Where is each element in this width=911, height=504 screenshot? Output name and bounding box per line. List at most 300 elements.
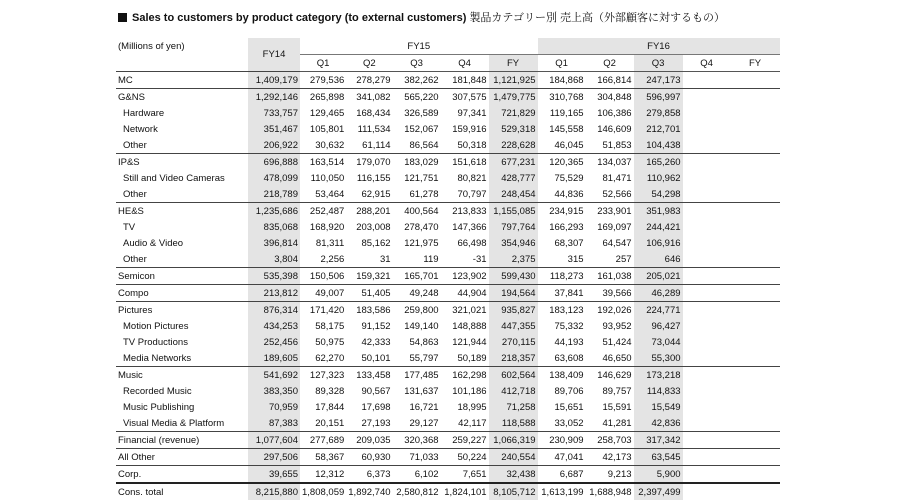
value-cell: 85,162	[361, 237, 391, 249]
value-cell: 646	[634, 251, 683, 268]
value-cell: 129,465	[309, 107, 345, 119]
value-cell: 73,044	[634, 334, 683, 350]
value-cell: 168,434	[356, 107, 391, 119]
row-label: Recorded Music	[123, 385, 192, 397]
table-row	[116, 235, 780, 251]
value-cell: 15,651	[554, 401, 584, 413]
value-cell: 209,035	[346, 432, 392, 449]
value-cell: 259,227	[441, 432, 489, 449]
value-cell	[683, 449, 731, 466]
value-cell	[683, 89, 731, 106]
value-cell: 6,102	[393, 466, 441, 484]
value-cell: 146,609	[597, 123, 632, 135]
value-cell: 2,256	[320, 253, 345, 265]
row-label: Hardware	[123, 107, 165, 119]
value-cell: 259,800	[393, 302, 441, 319]
value-cell: 121,944	[452, 336, 487, 348]
row-label: Media Networks	[123, 352, 192, 364]
value-cell: 110,962	[634, 170, 683, 186]
value-cell: 97,341	[457, 107, 487, 119]
header-row-years	[116, 38, 780, 55]
value-cell: 935,827	[489, 302, 538, 319]
value-cell: 189,605	[248, 350, 300, 367]
value-cell	[731, 466, 780, 484]
value-cell: 265,898	[300, 89, 346, 106]
value-cell: 138,409	[538, 367, 586, 384]
value-cell: 529,318	[489, 121, 538, 137]
value-cell: 110,050	[310, 172, 345, 184]
value-cell: 63,608	[554, 352, 584, 364]
value-cell: 151,618	[441, 154, 489, 171]
value-cell: 233,901	[586, 203, 634, 220]
row-label: Network	[123, 123, 158, 135]
value-cell: 1,409,179	[248, 72, 300, 89]
value-cell	[731, 121, 780, 137]
value-cell: 213,812	[248, 285, 300, 302]
fy15-header: FY15	[300, 38, 538, 55]
value-cell	[683, 121, 731, 137]
value-cell: 169,097	[597, 221, 632, 233]
table-row	[116, 432, 780, 449]
table-row	[116, 219, 780, 235]
value-cell: 89,757	[602, 385, 632, 397]
value-cell	[731, 432, 780, 449]
value-cell: 118,588	[489, 415, 538, 432]
value-cell: 163,514	[300, 154, 346, 171]
value-cell: 166,814	[586, 72, 634, 89]
value-cell: 383,350	[248, 383, 300, 399]
value-cell	[731, 483, 780, 500]
table-row	[116, 170, 780, 186]
value-cell	[683, 383, 731, 399]
value-cell: 257	[615, 253, 632, 265]
value-cell: 70,797	[457, 188, 487, 200]
value-cell: 341,082	[346, 89, 392, 106]
value-cell: 541,692	[248, 367, 300, 384]
value-cell: 62,915	[361, 188, 391, 200]
value-cell: 247,173	[634, 72, 683, 89]
value-cell: 400,564	[393, 203, 441, 220]
value-cell: 447,355	[489, 318, 538, 334]
value-cell: 39,655	[248, 466, 300, 484]
value-cell	[731, 449, 780, 466]
value-cell: 1,808,059	[300, 483, 346, 500]
fy16-q3-header: Q3	[634, 55, 683, 72]
value-cell: 224,771	[634, 302, 683, 319]
value-cell: 478,099	[248, 170, 300, 186]
value-cell: 116,155	[356, 172, 391, 184]
value-cell: 20,151	[315, 417, 345, 429]
value-cell: 119	[423, 253, 439, 265]
value-cell: 1,155,085	[489, 203, 538, 220]
value-cell	[731, 367, 780, 384]
value-cell: 148,888	[452, 320, 487, 332]
value-cell	[731, 285, 780, 302]
value-cell: 326,589	[404, 107, 439, 119]
value-cell: 258,703	[586, 432, 634, 449]
row-label: All Other	[116, 449, 248, 466]
value-cell	[683, 72, 731, 89]
value-cell: 354,946	[489, 235, 538, 251]
value-cell: 27,193	[361, 417, 391, 429]
value-cell: 6,373	[346, 466, 392, 484]
value-cell	[683, 285, 731, 302]
value-cell: 93,952	[602, 320, 632, 332]
value-cell: 51,405	[346, 285, 392, 302]
row-label: Compo	[116, 285, 248, 302]
value-cell: 106,386	[597, 107, 632, 119]
value-cell	[731, 154, 780, 171]
value-cell: 218,357	[489, 350, 538, 367]
value-cell: 49,007	[300, 285, 346, 302]
row-label: Semicon	[116, 268, 248, 285]
value-cell: 599,430	[489, 268, 538, 285]
value-cell: 12,312	[300, 466, 346, 484]
value-cell: 1,292,146	[248, 89, 300, 106]
value-cell: 166,293	[549, 221, 584, 233]
value-cell: 75,332	[554, 320, 584, 332]
fy15-q2-header: Q2	[346, 55, 392, 72]
fy15-q4-header: Q4	[441, 55, 489, 72]
value-cell: 50,318	[457, 139, 487, 151]
value-cell: 44,193	[554, 336, 584, 348]
value-cell: 147,366	[452, 221, 487, 233]
value-cell: 149,140	[404, 320, 439, 332]
value-cell: 64,547	[602, 237, 632, 249]
value-cell	[731, 383, 780, 399]
value-cell	[731, 399, 780, 415]
table-row	[116, 72, 780, 89]
table-body	[116, 72, 780, 501]
value-cell: 184,868	[538, 72, 586, 89]
value-cell	[683, 367, 731, 384]
value-cell: 71,033	[393, 449, 441, 466]
value-cell: 733,757	[248, 105, 300, 121]
value-cell: 106,916	[634, 235, 683, 251]
value-cell: 44,904	[441, 285, 489, 302]
value-cell: 252,487	[300, 203, 346, 220]
value-cell: 2,580,812	[393, 483, 441, 500]
value-cell	[731, 72, 780, 89]
value-cell: 602,564	[489, 367, 538, 384]
value-cell: 70,959	[248, 399, 300, 415]
value-cell: 63,545	[634, 449, 683, 466]
value-cell: 96,427	[634, 318, 683, 334]
value-cell: 55,300	[634, 350, 683, 367]
value-cell: 52,566	[602, 188, 632, 200]
table-title	[118, 9, 725, 25]
value-cell: 150,506	[300, 268, 346, 285]
value-cell: 120,365	[538, 154, 586, 171]
value-cell	[683, 466, 731, 484]
value-cell: 168,920	[309, 221, 345, 233]
row-label: TV	[123, 221, 136, 233]
value-cell	[683, 350, 731, 367]
value-cell: 297,506	[248, 449, 300, 466]
value-cell	[731, 170, 780, 186]
value-cell: 15,591	[602, 401, 632, 413]
value-cell: 41,281	[602, 417, 632, 429]
value-cell: 7,651	[441, 466, 489, 484]
value-cell	[731, 105, 780, 121]
value-cell: 270,115	[489, 334, 538, 350]
value-cell: 123,902	[441, 268, 489, 285]
value-cell: 118,273	[538, 268, 586, 285]
value-cell: 42,333	[361, 336, 391, 348]
value-cell: 18,995	[457, 401, 487, 413]
title-japanese: 製品カテゴリー別 売上高（外部顧客に対するもの）	[469, 12, 726, 24]
value-cell: 133,458	[346, 367, 392, 384]
value-cell: 565,220	[393, 89, 441, 106]
value-cell: 51,424	[602, 336, 632, 348]
value-cell: 134,037	[586, 154, 634, 171]
value-cell: 230,909	[538, 432, 586, 449]
value-cell: 46,650	[602, 352, 632, 364]
table-row	[116, 268, 780, 285]
value-cell: 179,070	[346, 154, 392, 171]
value-cell: 434,253	[248, 318, 300, 334]
value-cell: 351,467	[248, 121, 300, 137]
value-cell	[683, 415, 731, 432]
value-cell: 382,262	[393, 72, 441, 89]
value-cell: 8,105,712	[489, 483, 538, 500]
value-cell: 304,848	[586, 89, 634, 106]
row-label: Music Publishing	[123, 401, 195, 413]
value-cell: 33,052	[554, 417, 584, 429]
table-row	[116, 121, 780, 137]
table-row	[116, 186, 780, 203]
value-cell: 1,892,740	[346, 483, 392, 500]
value-cell: 127,323	[300, 367, 346, 384]
table-row	[116, 399, 780, 415]
value-cell: -31	[472, 253, 487, 265]
value-cell: 428,777	[489, 170, 538, 186]
value-cell	[731, 318, 780, 334]
row-label: Cons. total	[116, 483, 248, 500]
value-cell: 152,067	[404, 123, 439, 135]
value-cell: 396,814	[248, 235, 300, 251]
value-cell: 46,289	[634, 285, 683, 302]
value-cell: 835,068	[248, 219, 300, 235]
value-cell: 1,824,101	[441, 483, 489, 500]
row-label: MC	[116, 72, 248, 89]
value-cell: 2,397,499	[634, 483, 683, 500]
table-row	[116, 483, 780, 500]
value-cell: 61,114	[362, 139, 391, 151]
value-cell: 317,342	[634, 432, 683, 449]
value-cell: 248,454	[489, 186, 538, 203]
value-cell: 58,367	[300, 449, 346, 466]
value-cell: 797,764	[489, 219, 538, 235]
fy16-fy-header: FY	[731, 55, 780, 72]
value-cell: 1,613,199	[538, 483, 586, 500]
value-cell: 351,983	[634, 203, 683, 220]
value-cell: 1,688,948	[586, 483, 634, 500]
value-cell: 62,270	[315, 352, 345, 364]
value-cell	[731, 415, 780, 432]
value-cell: 31	[379, 253, 391, 265]
value-cell: 307,575	[441, 89, 489, 106]
value-cell: 696,888	[248, 154, 300, 171]
value-cell: 5,900	[634, 466, 683, 484]
value-cell: 320,368	[393, 432, 441, 449]
value-cell: 1,077,604	[248, 432, 300, 449]
table-row	[116, 89, 780, 106]
value-cell: 162,298	[441, 367, 489, 384]
value-cell: 192,026	[586, 302, 634, 319]
value-cell: 288,201	[346, 203, 392, 220]
value-cell: 183,123	[538, 302, 586, 319]
value-cell	[683, 318, 731, 334]
value-cell: 596,997	[634, 89, 683, 106]
value-cell	[731, 251, 780, 268]
value-cell	[683, 105, 731, 121]
value-cell: 240,554	[489, 449, 538, 466]
value-cell: 47,041	[538, 449, 586, 466]
value-cell: 161,038	[586, 268, 634, 285]
value-cell: 68,307	[554, 237, 584, 249]
value-cell: 61,278	[409, 188, 439, 200]
value-cell: 278,470	[404, 221, 439, 233]
value-cell: 721,829	[489, 105, 538, 121]
value-cell: 310,768	[538, 89, 586, 106]
value-cell: 30,632	[315, 139, 345, 151]
value-cell: 206,922	[248, 137, 300, 154]
value-cell: 75,529	[554, 172, 584, 184]
fy16-q1-header: Q1	[538, 55, 586, 72]
value-cell: 203,008	[356, 221, 391, 233]
value-cell: 2,375	[489, 251, 538, 268]
value-cell	[683, 334, 731, 350]
bullet-square-icon	[118, 13, 127, 22]
value-cell: 677,231	[489, 154, 538, 171]
value-cell: 321,021	[441, 302, 489, 319]
value-cell	[683, 302, 731, 319]
value-cell: 171,420	[300, 302, 346, 319]
value-cell: 9,213	[586, 466, 634, 484]
value-cell	[731, 268, 780, 285]
table-row	[116, 203, 780, 220]
value-cell: 91,152	[361, 320, 391, 332]
row-label: Audio & Video	[123, 237, 184, 249]
value-cell: 89,328	[315, 385, 345, 397]
value-cell: 81,311	[315, 237, 345, 249]
value-cell: 1,121,925	[489, 72, 538, 89]
value-cell: 50,101	[361, 352, 391, 364]
value-cell: 194,564	[489, 285, 538, 302]
value-cell: 876,314	[248, 302, 300, 319]
fy14-header: FY14	[248, 38, 300, 72]
fy16-q4-header: Q4	[683, 55, 731, 72]
table-row	[116, 334, 780, 350]
value-cell: 29,127	[409, 417, 439, 429]
value-cell: 42,173	[586, 449, 634, 466]
value-cell: 55,797	[409, 352, 439, 364]
table-row	[116, 350, 780, 367]
value-cell	[683, 235, 731, 251]
value-cell	[683, 203, 731, 220]
value-cell: 86,564	[409, 139, 439, 151]
value-cell: 218,789	[248, 186, 300, 203]
value-cell: 244,421	[634, 219, 683, 235]
value-cell	[683, 219, 731, 235]
value-cell: 101,186	[452, 385, 487, 397]
value-cell: 212,701	[634, 121, 683, 137]
row-label: G&NS	[116, 89, 248, 106]
value-cell: 3,804	[248, 251, 300, 268]
value-cell	[683, 137, 731, 154]
value-cell: 119,165	[549, 107, 584, 119]
value-cell: 277,689	[300, 432, 346, 449]
value-cell: 37,841	[538, 285, 586, 302]
fy15-q3-header: Q3	[393, 55, 441, 72]
unit-label: (Millions of yen)	[118, 40, 185, 52]
value-cell: 213,833	[441, 203, 489, 220]
row-label: Other	[123, 253, 147, 265]
row-label: Other	[123, 139, 147, 151]
table-row	[116, 105, 780, 121]
value-cell: 54,298	[634, 186, 683, 203]
value-cell: 54,863	[409, 336, 439, 348]
value-cell	[731, 334, 780, 350]
table-row	[116, 466, 780, 484]
fy15-fy-header: FY	[489, 55, 538, 72]
table-row	[116, 318, 780, 334]
value-cell: 165,701	[393, 268, 441, 285]
value-cell: 32,438	[489, 466, 538, 484]
value-cell: 71,258	[489, 399, 538, 415]
value-cell: 51,853	[602, 139, 632, 151]
table-row	[116, 415, 780, 432]
title-english: Sales to customers by product category (to external customers)	[132, 12, 467, 24]
value-cell: 104,438	[634, 137, 683, 154]
fy15-q1-header: Q1	[300, 55, 346, 72]
value-cell: 49,248	[393, 285, 441, 302]
value-cell: 121,975	[404, 237, 439, 249]
value-cell	[731, 137, 780, 154]
value-cell: 50,224	[441, 449, 489, 466]
value-cell: 228,628	[489, 137, 538, 154]
row-label: Visual Media & Platform	[123, 417, 225, 429]
value-cell: 177,485	[393, 367, 441, 384]
value-cell: 17,698	[361, 401, 391, 413]
value-cell	[683, 186, 731, 203]
value-cell: 252,456	[248, 334, 300, 350]
value-cell	[731, 203, 780, 220]
value-cell: 535,398	[248, 268, 300, 285]
value-cell: 181,848	[441, 72, 489, 89]
value-cell: 6,687	[538, 466, 586, 484]
fy16-header: FY16	[538, 38, 780, 55]
value-cell: 173,218	[634, 367, 683, 384]
value-cell	[731, 219, 780, 235]
value-cell	[683, 154, 731, 171]
value-cell: 234,915	[538, 203, 586, 220]
value-cell: 205,021	[634, 268, 683, 285]
value-cell: 15,549	[634, 399, 683, 415]
value-cell: 16,721	[409, 401, 439, 413]
value-cell: 44,836	[554, 188, 584, 200]
row-label: IP&S	[116, 154, 248, 171]
value-cell	[731, 235, 780, 251]
value-cell	[731, 302, 780, 319]
value-cell	[683, 432, 731, 449]
table-row	[116, 285, 780, 302]
value-cell: 46,045	[554, 139, 584, 151]
value-cell: 50,189	[457, 352, 487, 364]
value-cell: 66,498	[457, 237, 487, 249]
value-cell: 159,321	[346, 268, 392, 285]
